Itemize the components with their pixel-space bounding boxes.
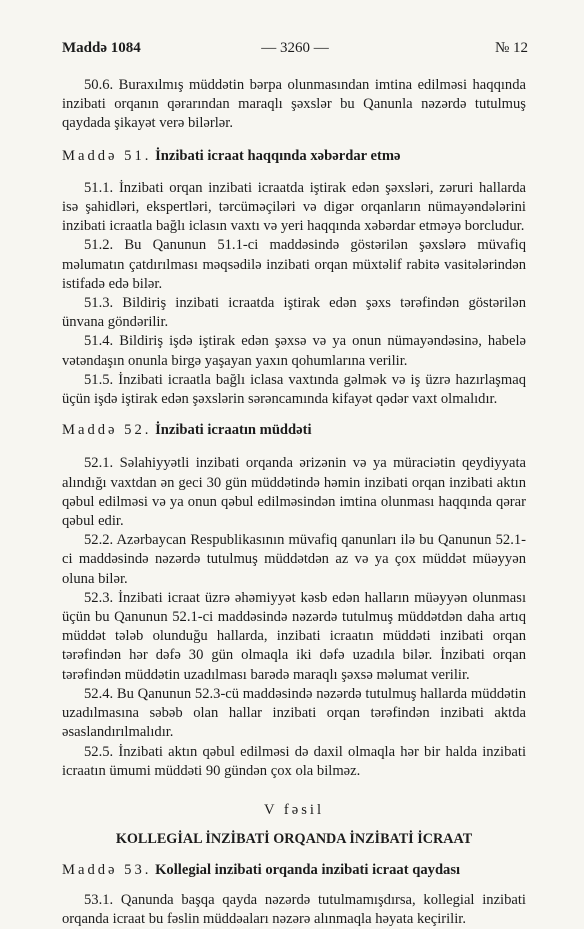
document-body <box>62 76 526 929</box>
paragraph-52-5: 52.5. İnzibati aktın qəbul edilməsi də daxil olmaqla hər bir halda inzibati icraatın ümumi müddəti 90 gündən çox ola bilməz. <box>62 743 526 779</box>
paragraph-53-1: 53.1. Qanunda başqa qayda nəzərdə tutulmamışdırsa, kollegial inzibati orqanda icraat bu fəslin müddəaları nəzərə alınmaqla həyata keçirilir. <box>62 891 526 927</box>
article-53-heading <box>62 861 526 880</box>
paragraph-52-1: 52.1. Səlahiyyətli inzibati orqanda ərizənin və ya müraciətin qeydiyyata alındığı vaxtdan ən geci 30 gün müddətində həmin inzibati orqan inzibati aktın qəbul edilməsi və ya onun qəbul edilməsindən imtina olunması haqqında qərar qəbul edir. <box>62 455 526 530</box>
paragraph-52-2: 52.2. Azərbaycan Respublikasının müvafiq qanunları ilə bu Qanunun 52.1-ci maddəsində nəzərdə tutulmuş müddətdən az və ya çox müddət müəyyən oluna bilər. <box>62 532 526 587</box>
page-header <box>62 40 528 60</box>
paragraph-51-4: 51.4. Bildiriş işdə iştirak edən şəxsə və ya onun nümayəndəsinə, habelə vətəndaşın onunla birgə yaşayan yaxın qohumlarına verilir. <box>62 333 526 369</box>
header-issue-number: № 12 <box>494 40 528 56</box>
paragraph-51-1: 51.1. İnzibati orqan inzibati icraatda iştirak edən şəxsləri, zəruri hallarda isə şahidləri, ekspertləri, tərcüməçiləri və digər orqanların nümayəndələrini inzibati icraatla bağlı iclasın vaxtı və yeri haqqında xəbərdar etməyə borcludur. <box>62 179 526 235</box>
article-51-label: Maddə 51. <box>62 147 152 164</box>
paragraph-52-3: 52.3. İnzibati icraat üzrə əhəmiyyət kəsb edən halların müəyyən olunması üçün bu Qanunun 52.1-ci maddəsində nəzərdə tutulmuş müddətdən daha artıq müddət tələb olunduğu hallarda, inzibati icraatın müddəti inzibati orqan tərəfindən hər dəfə 30 gün olmaqla iki dəfə uzadıla bilər. İnzibati orqan tərəfindən müddətin uzadılması barədə maraqlı şəxsə məlumat verilir. <box>62 589 526 683</box>
chapter-title: KOLLEGİAL İNZİBATİ ORQANDA İNZİBATİ İCRAAT <box>115 831 473 848</box>
paragraph-51-2: 51.2. Bu Qanunun 51.1-ci maddəsində göstərilən şəxslərə müvafiq məlumatın çatdırılması məqsədilə inzibati orqan müxtəlif rabitə vasitələrindən istifadə edə bilər. <box>62 237 526 292</box>
paragraph-51-3: 51.3. Bildiriş inzibati icraatda iştirak edən şəxs tərəfindən göstərilən ünvana göndərilir. <box>62 295 526 331</box>
header-article-ref: Maddə 1084 <box>62 40 141 56</box>
chapter-label: V fəsil <box>263 801 325 818</box>
article-51-title: İnzibati icraat haqqında xəbərdar etmə <box>155 147 401 164</box>
paragraph-50-6: 50.6. Buraxılmış müddətin bərpa olunmasından imtina edilməsi haqqında inzibati orqanın qərarından maraqlı şəxslər bu Qanunla nəzərdə tutulmuş qaydada şikayət verə bilərlər. <box>62 77 526 132</box>
article-51-heading <box>62 147 526 166</box>
article-52-label: Maddə 52. <box>62 422 152 439</box>
header-page-number: — 3260 — <box>261 40 329 56</box>
article-53-label: Maddə 53. <box>62 862 152 879</box>
paragraph-51-5: 51.5. İnzibati icraatla bağlı iclasa vaxtında gəlmək və iş üzrə hazırlaşmaq üçün işdə iştirak edən şəxslərin sərəncamında kifayət qədər vaxt olmalıdır. <box>62 371 526 408</box>
paragraph-52-4: 52.4. Bu Qanunun 52.3-cü maddəsində nəzərdə tutulmuş hallarda müddətin uzadılmasına səbəb olan hallar inzibati orqan tərəfindən inzibati aktda əsaslandırılmalıdır. <box>62 685 526 741</box>
article-52-heading <box>62 421 526 440</box>
article-53-title: Kollegial inzibati orqanda inzibati icraat qaydası <box>155 862 461 879</box>
article-52-title: İnzibati icraatın müddəti <box>155 422 312 439</box>
